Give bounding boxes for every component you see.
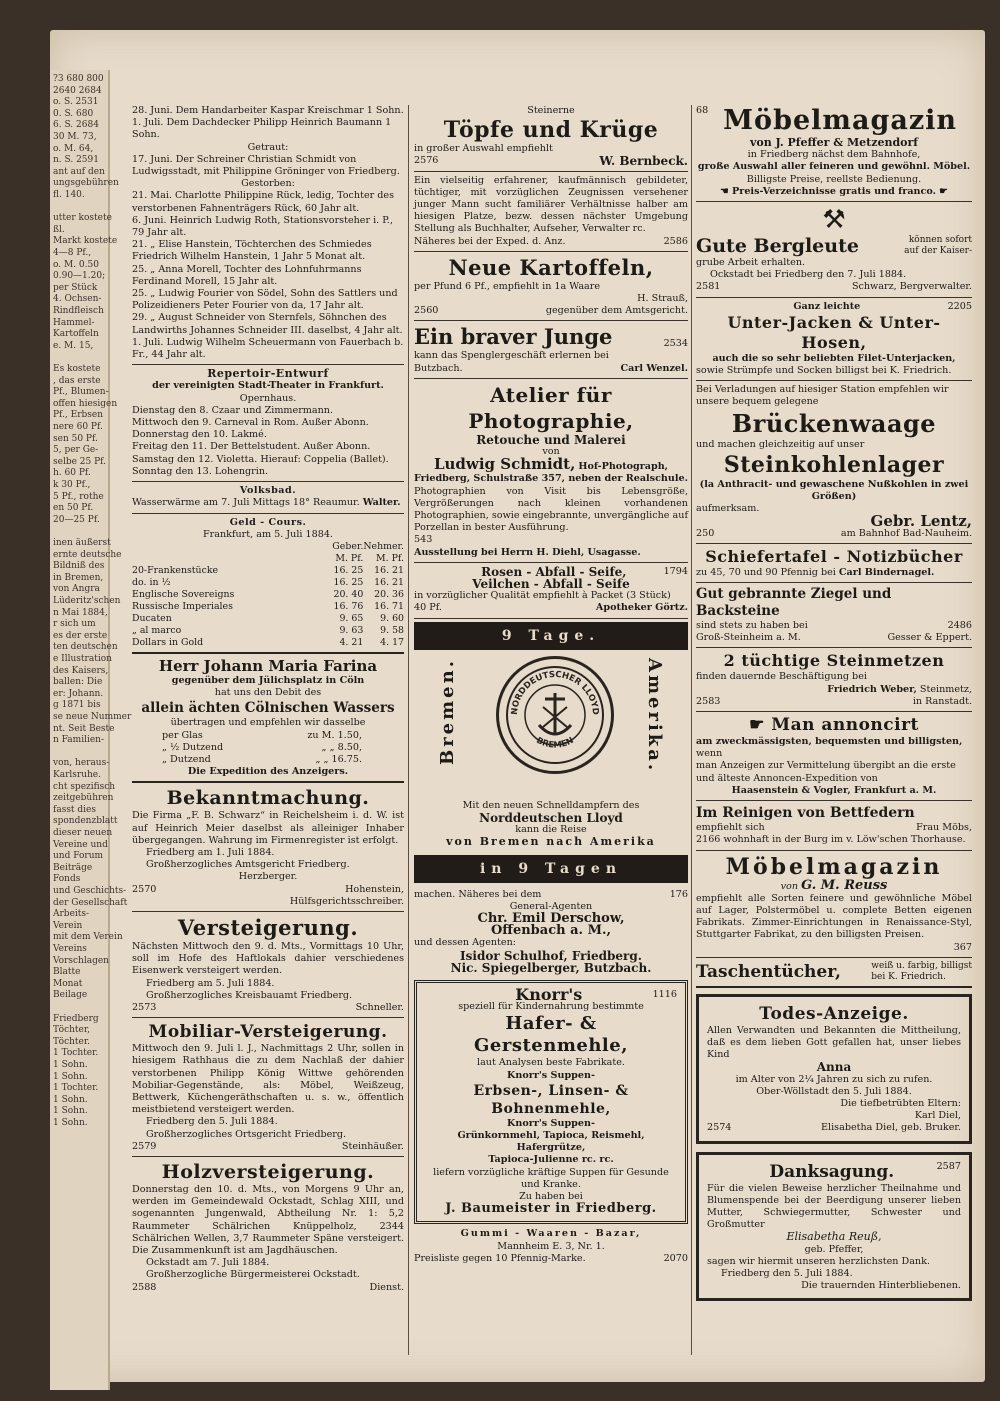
binding-text-fragment: nere 60 Pf. (53, 422, 103, 432)
theater-repertoire: Repertoir-Entwurf der vereinigten Stadt-Theater in Frankfurt. Opernhaus. Dienstag den 8. Czaar und Zimmermann. Mittwoch den 9. Carneval in Rom. Außer Abonn. Donnerstag den 10. Lakmé. Freitag den 11. Der Bettelstudent. Außer Abonn. Samstag den 12. Violetta. Hierauf: Coppelia (Ballet). Sonntag den 13. Lohengrin. (132, 367, 389, 477)
binding-text-fragment: sen 50 Pf. (53, 433, 98, 444)
kartoffeln-ad: Neue Kartoffeln, per Pfund 6 Pf., empfiehlt in 1a Waare H. Strauß, 2560 gegenüber dem Amtsgericht. (414, 254, 688, 317)
binding-text-fragment: und Geschichts- (53, 886, 127, 896)
binding-text-fragment: er: Johann. (53, 688, 104, 699)
farina-ad: Herr Johann Maria Farina gegenüber dem Jülichsplatz in Cöln hat uns den Debit des allein ächten Cölnischen Wassers übertragen und empfehlen wir dasselbe per Glas zu M. 1.50, „ ½ Dutzend „ „ 8.50, „ Dutzend „ „ 16.75. Die Expedition des Anzeigers. (141, 656, 395, 778)
binding-text-fragment: es der erste (53, 630, 108, 641)
binding-text-fragment: Arbeits- (53, 909, 90, 920)
binding-text-fragment: ant auf den (53, 166, 105, 177)
births-list: 28. Juni. Dem Handarbeiter Kaspar Kreischmar 1 Sohn. 1. Juli. Dem Dachdecker Philipp Heinrich Baumann 1 Sohn. (132, 105, 404, 141)
binding-text-fragment: Friedberg (53, 1013, 99, 1024)
binding-text-fragment: 5 Pf., rothe (53, 491, 104, 502)
binding-text-fragment: 20—25 Pf. (53, 514, 100, 525)
gummi-ad: Gummi - Waaren - Bazar, Mannheim E. 3, Nr. 1. Preisliste gegen 10 Pfennig-Marke. 2070 (414, 1228, 688, 1264)
money-exchange-table: Geld - Cours. Frankfurt, am 5. Juli 1884. Geber. Nehmer. M. Pf. M. Pf. 20-Frankenstücke 16. 25 16. 21 do. in ½ 16. 25 16. 21 Englische Sovereigns 20. 40 20. 36 Russische Imperiales 16. 76 16. 71 Ducaten 9. 65 9. 60 „ al marco 9. 63 9. 58 Dollars in Gold 4. 21 4. 17 (132, 516, 404, 648)
photography-ad: Atelier für Photographie, Retouche und Malerei von Ludwig Schmidt, Hof-Photograph, Friedberg, Schulstraße 357, neben der Realschule. Photographien von Visit bis Lebensgröße, Vergrößerungen nach kleinen vorhandenen Photographien, sowie eingebrannte, unvergängliche auf Porzellan in bester Ausführung. 543 Ausstellung bei Herrn H. Diehl, Usagasse. (414, 382, 688, 558)
binding-text-fragment: selbe 25 Pf. (53, 456, 107, 467)
binding-text-fragment: 0.90—1.20; (53, 271, 106, 282)
norddeutscher-lloyd-seal-icon (496, 656, 614, 774)
binding-text-fragment: Töchter. (53, 1036, 91, 1047)
knorr-ad: Knorr's 1116 speziell für Kindernahrung bestimmte Hafer- & Gerstenmehle, laut Analysen beste Fabrikate. Knorr's Suppen- Erbsen-, Linsen- & Bohnenmehle, Knorr's Suppen- Grünkornmehl, Tapioca, Reismehl, Hafergrütze, Tapioca-Julienne rc. rc. liefern vorzügliche kräftige Suppen für Gesunde und Kranke. Zu haben bei J. Baumeister in Friedberg. (414, 980, 688, 1224)
binding-text-fragment: per Stück (53, 282, 98, 293)
binding-text-fragment: Vorschlagen (53, 955, 109, 966)
binding-text-fragment: utter kostete (53, 213, 112, 224)
binding-text-fragment: und Forum (53, 851, 104, 862)
svg-text:NORDDEUTSCHER LLOYD: NORDDEUTSCHER LLOYD (509, 669, 601, 715)
binding-text-fragment: 1 Sohn. (53, 1094, 88, 1105)
binding-text-fragment: Markt kostete (53, 236, 118, 247)
pointing-hand-icon: ☚ Preis-Verzeichnisse gratis und franco. ☛ (720, 185, 948, 197)
bekanntmachung-notice: Bekanntmachung. Die Firma „F. B. Schwarz“ in Reichelsheim i. d. W. ist auf Heinrich Meier daselbst als alleiniger Inhaber übergegangen. Wahrung im Firmenregister ist erfolgt. Friedberg am 1. Juli 1884. Großherzogliches Amtsgericht Friedberg. Herzberger. 2570 Hohenstein, Hülfsgerichtsschreiber. (132, 787, 404, 907)
table-row: Russische Imperiales 16. 76 16. 71 (132, 600, 404, 612)
binding-text-fragment: se neue Nummer (53, 712, 132, 722)
bergleute-ad: ⚒ Gute Bergleute können sofort auf der Kaiser- grube Arbeit erhalten. Ockstadt bei Friedberg den 7. Juli 1884. 2581 Schwarz, Bergverwalter. (696, 205, 972, 293)
job-seeker-ad: Ein vielseitig erfahrener, kaufmännisch gebildeter, tüchtiger, mit vorzüglichen Zeugnissen versehener junger Mann sucht familiärer Verhältnisse halber am hiesigen Platze, bezw. dessen nächster Umgebung Stellung als Buchhalter, Aufseher, Verwalter rc. Näheres bei der Exped. d. Anz. 2586 (414, 174, 688, 247)
binding-text-fragment: , das erste (53, 375, 101, 386)
lloyd-banner-2: in 9 Tagen (414, 855, 688, 883)
binding-text-fragment: o. M. 64, (53, 143, 94, 154)
binding-text-fragment: e Illustration (53, 654, 112, 664)
binding-text-fragment: Monat (53, 978, 83, 989)
binding-text-fragment: g 1871 bis (53, 700, 101, 711)
binding-text-fragment: ballen: Die (53, 677, 103, 688)
todes-anzeige: Todes-Anzeige. Allen Verwandten und Bekannten die Mittheilung, daß es dem lieben Gott gefallen hat, unser liebes Kind Anna im Alter von 2¼ Jahren zu sich zu rufen. Ober-Wöllstadt den 5. Juli 1884. Die tiefbetrübten Eltern: Karl Diel, 2574 Elisabetha Diel, geb. Bruker. (696, 994, 972, 1144)
binding-text-fragment: o. M. 0.50 (53, 259, 99, 270)
binding-text-fragment: dieser neuen (53, 828, 113, 838)
lloyd-banner: 9 Tage. (414, 622, 688, 650)
versteigerung-notice: Versteigerung. Nächsten Mittwoch den 9. d. Mts., Vormittags 10 Uhr, soll im Hofe des Haftlokals dahier verschiedenes Eisenwerk versteigert werden. Friedberg am 5. Juli 1884. Großherzogliches Kreisbauamt Friedberg. 2573 Schneller. (132, 914, 404, 1013)
binding-text-fragment: von, heraus- (53, 758, 110, 769)
binding-text-fragment: 1 Tochter. (53, 1083, 99, 1094)
column-1 (132, 105, 404, 1294)
binding-text-fragment: Blatte (53, 967, 81, 978)
binding-text-fragment: 5, per Ge- (53, 445, 99, 456)
death-heading: Gestorben: (241, 178, 295, 190)
pointing-hand-icon: ☛ Man annoncirt (749, 715, 919, 736)
taschentuecher-ad: Taschentücher, weiß u. farbig, billigst bei K. Friedrich. (696, 960, 972, 982)
binding-text-fragment: Rindfleisch (53, 306, 104, 316)
table-row: „ al marco 9. 63 9. 58 (132, 624, 404, 636)
table-row: 20-Frankenstücke 16. 25 16. 21 (132, 564, 404, 576)
svg-text:BREMEN: BREMEN (534, 735, 576, 751)
mobiliar-versteigerung-notice: Mobiliar-Versteigerung. Mittwoch den 9. Juli l. J., Nachmittags 2 Uhr, sollen in hiesigem Rathhaus die zu dem Nachlaß der dahier verstorbenen Philipp König Wittwe gehörenden Mobiliar-Gegenstände, als: Möbel, Weißzeug, Bettwerk, Küchengeräthschaften u. s. w., öffentlich meistbietend versteigert werden. Friedberg den 5. Juli 1884. Großherzogliches Ortsgericht Friedberg. 2579 Steinhäußer. (132, 1022, 404, 1152)
binding-text-fragment: 1 Sohn. (53, 1060, 88, 1070)
binding-text-fragment: Vereins (53, 944, 87, 954)
binding-text-fragment: fasst dies (53, 804, 96, 815)
binding-text-fragment: der Gesellschaft (53, 897, 128, 908)
binding-text-fragment: 2640 2684 (53, 85, 102, 96)
toepfe-ad: Steinerne Töpfe und Krüge in großer Auswahl empfiehlt 2576 W. Bernbeck. (414, 105, 688, 169)
binding-text-fragment: Vereine und (53, 839, 108, 850)
ziegel-ad: Gut gebrannte Ziegel und Backsteine sind stets zu haben bei 2486 Groß-Steinheim a. M. Gesser & Eppert. (696, 586, 972, 644)
moebelmagazin-reuss-ad: Möbelmagazin von G. M. Reuss empfiehlt alle Sorten feinere und gewöhnliche Möbel auf Lager, Polstermöbel u. complete Betten eigenen Fabrikats. Zimmer-Einrichtungen in Renaissance-Styl, Stuttgarter Fabrikat, zu den billigsten Preisen. 367 (696, 853, 972, 953)
seife-ad: Rosen - Abfall - Seife, 1794 Veilchen - Abfall - Seife in vorzüglicher Qualität empfiehlt à Packet (3 Stück) 40 Pf. Apotheker Görtz. (414, 564, 688, 614)
binding-text-fragment: k 30 Pf., (53, 480, 91, 490)
binding-text-fragment: zeitgebühren (53, 793, 114, 804)
binding-text-fragment: von Angra (53, 584, 100, 595)
unterjacken-ad: Ganz leichte 2205 Unter-Jacken & Unter-Hosen, auch die so sehr beliebten Filet-Unterjacken, sowie Strümpfe und Socken billigst bei K. Friedrich. (696, 300, 972, 377)
binding-text-fragment: des Kaisers, (53, 665, 109, 676)
bettfedern-ad: Im Reinigen von Bettfedern empfiehlt sich Frau Möbs, 2166 wohnhaft in der Burg im v. Löw'schen Thorhause. (696, 805, 972, 846)
table-row: Dollars in Gold 4. 21 4. 17 (132, 636, 404, 648)
volksbad-notice: Volksbad. Wasserwärme am 7. Juli Mittags 18° Reaumur. Walter. (132, 485, 401, 509)
binding-text-fragment: 6. S. 2684 (53, 120, 99, 131)
binding-text-fragment: ernte deutsche (53, 549, 122, 560)
danksagung: Danksagung. 2587 Für die vielen Beweise herzlicher Theilnahme und Blumenspende bei der Beerdigung unserer lieben Mutter, Schwiegermutter, Schwester und Großmutter Elisabetha Reuß, geb. Pfeffer, sagen wir hiermit unseren herzlichsten Dank. Friedberg den 5. Juli 1884. Die trauernden Hinterbliebenen. (696, 1152, 972, 1302)
binding-text-fragment: Pf., Blumen- (53, 387, 109, 398)
crossed-hammers-icon: ⚒ (822, 205, 846, 236)
binding-text-fragment: n Familien- (53, 735, 104, 746)
binding-text-fragment: Karlsruhe. (53, 770, 101, 780)
binding-text-fragment: 0. S. 680 (53, 108, 94, 119)
binding-text-fragment: 4—8 Pf., (53, 248, 92, 258)
binding-text-fragment: Verein (53, 920, 83, 931)
binding-text-fragment: Beiträge (53, 862, 93, 873)
binding-text-fragment: Pf., Erbsen (53, 410, 104, 421)
column-2 (414, 105, 688, 1265)
binding-text-fragment: 1 Tochter. (53, 1048, 99, 1059)
binding-text-fragment: mit dem Verein (53, 932, 123, 943)
binding-text-fragment: inen äußerst (53, 538, 111, 548)
binding-edge-fragment (50, 70, 132, 1390)
binding-text-fragment: Bildniß des (53, 561, 105, 572)
binding-text-fragment: 4. Ochsen- (53, 294, 102, 305)
apprentice-ad: Ein braver Junge 2534 kann das Spenglergeschäft erlernen bei Butzbach. Carl Wenzel. (414, 324, 688, 374)
newspaper-page (50, 30, 985, 1382)
schiefertafel-ad: Schiefertafel - Notizbücher zu 45, 70 und 90 Pfennig bei Carl Bindernagel. (696, 546, 963, 578)
binding-text-fragment: ungsgebühren (53, 178, 119, 189)
column-3 (696, 105, 972, 1301)
binding-text-fragment: 1 Sohn. (53, 1118, 88, 1128)
steinmetzen-ad: 2 tüchtige Steinmetzen finden dauernde Beschäftigung bei Friedrich Weber, Steinmetz, 2583 in Ranstadt. (696, 651, 972, 707)
binding-text-fragment: h. 60 Pf. (53, 468, 91, 479)
binding-text-fragment: Hammel- (53, 317, 95, 328)
binding-text-fragment: ten deutschen (53, 642, 118, 653)
column-rule (408, 105, 409, 1355)
binding-text-fragment: n Mai 1884, (53, 607, 108, 618)
deaths-list: 21. Mai. Charlotte Philippine Rück, ledig, Tochter des verstorbenen Fahnenträgers Rück, 60 Jahr alt. 6. Juni. Heinrich Ludwig Roth, Stationsvorsteher i. P., 79 Jahr alt. 21. „ Elise Hanstein, Töchterchen des Schmiedes Friedrich Wilhelm Hanstein, 1 Jahr 5 Monat alt. 25. „ Anna Morell, Tochter des Lohnfuhrmanns Ferdinand Morell, 15 Jahr alt. 25. „ Ludwig Fourier von Södel, Sohn des Sattlers und Polizeidieners Peter Fourier von da, 17 Jahr alt. 29. „ August Schneider von Sternfels, Söhnchen des Landwirths Johannes Schneider III. daselbst, 4 Jahr alt. 1. Juli. Ludwig Wilhelm Scheuermann von Fauerbach b. Fr., 44 Jahr alt. (132, 190, 404, 361)
holzversteigerung-notice: Holzversteigerung. Donnerstag den 10. d. Mts., von Morgens 9 Uhr an, werden im Gemeindewald Ockstadt, Schlag XIII, und sogenannten Jungenwald, Abtheilung Nr. 1: 5,2 Raummeter Schälrichen Knüppelholz, 2344 Schälrichen Wellen, 3,7 Raummeter Späne versteigert. Die Zusammenkunft ist am Jagdhäuschen. Ockstadt am 7. Juli 1884. Großherzogliche Bürgermeisterei Ockstadt. 2588 Dienst. (132, 1161, 404, 1293)
binding-text-fragment: nt. Seit Beste (53, 723, 115, 734)
column-rule (691, 105, 692, 1355)
binding-text-fragment: in Bremen, (53, 572, 104, 583)
binding-text-fragment: Lüderitz'schen (53, 596, 121, 606)
binding-text-fragment: ?3 680 800 (53, 74, 104, 84)
binding-text-fragment: spondenzblatt (53, 816, 118, 827)
moebelmagazin-pfeffer-ad: 68 Möbelmagazin von J. Pfeffer & Metzendorf in Friedberg nächst dem Bahnhofe, große Auswahl aller feineren und gewöhnl. Möbel. Billigste Preise, reellste Bedienung. ☚ Preis-Verzeichnisse gratis und franco. ☛ (696, 105, 971, 197)
binding-text-fragment: e. M. 15, (53, 340, 94, 351)
table-row: do. in ½ 16. 25 16. 21 (132, 576, 404, 588)
marriage-entry: 17. Juni. Der Schreiner Christian Schmidt von Ludwigsstadt, mit Philippine Gröninger von Friedberg. (132, 153, 400, 178)
binding-text-fragment: n. S. 2591 (53, 155, 99, 166)
binding-text-fragment: en 50 Pf. (53, 503, 94, 514)
binding-text-fragment: r sich um (53, 619, 96, 630)
binding-text-fragment: Es kostete (53, 364, 101, 374)
table-row: Englische Sovereigns 20. 40 20. 36 (132, 588, 404, 600)
binding-text-fragment: o. S. 2531 (53, 97, 99, 108)
binding-text-fragment: cht spezifisch (53, 781, 116, 792)
binding-text-fragment: Kartoffeln (53, 329, 99, 340)
marriage-heading: Getraut: (247, 141, 289, 153)
annoncen-ad: ☛ Man annoncirt am zweckmässigsten, bequemsten und billigsten, wenn man Anzeigen zur Vermittelung übergibt an die erste und älteste Annoncen-Expedition von Haasenstein & Vogler, Frankfurt a. M. (696, 715, 972, 797)
table-row: Ducaten 9. 65 9. 60 (132, 612, 404, 624)
binding-text-fragment: 1 Sohn. (53, 1071, 88, 1082)
lloyd-ad: 9 Tage. Bremen. NORDDEUTSCHER LLOYD BREMEN Amerika. Mit den neuen Schnelldampfern des Norddeutschen Lloyd kann die Reise von Bremen nach Amerika in 9 Tagen machen. Näheres bei dem 176 General-Agenten Chr. Emil Derschow, Offenbach a. M., und dessen Agenten: Isidor Schulhof, Friedberg. Nic. Spiegelberger, Butzbach. (414, 622, 688, 974)
binding-text-fragment: offen hiesigen (53, 398, 118, 409)
binding-text-fragment: Töchter, (53, 1025, 91, 1036)
binding-text-fragment: 1 Sohn. (53, 1106, 88, 1117)
binding-text-fragment: Beilage (53, 990, 88, 1001)
brueckenwaage-ad: Bei Verladungen auf hiesiger Station empfehlen wir unsere bequem gelegene Brückenwaage und machen gleichzeitig auf unser Steinkohlenlager (la Anthracit- und gewaschene Nußkohlen in zwei Größen) aufmerksam. Gebr. Lentz, 250 am Bahnhof Bad-Nauheim. (696, 384, 972, 539)
binding-text-fragment: 30 M. 73, (53, 132, 97, 142)
binding-text-fragment: fl. 140. (53, 190, 85, 200)
binding-text-fragment: ßl. (53, 224, 65, 235)
binding-text-fragment: Fonds (53, 874, 81, 885)
